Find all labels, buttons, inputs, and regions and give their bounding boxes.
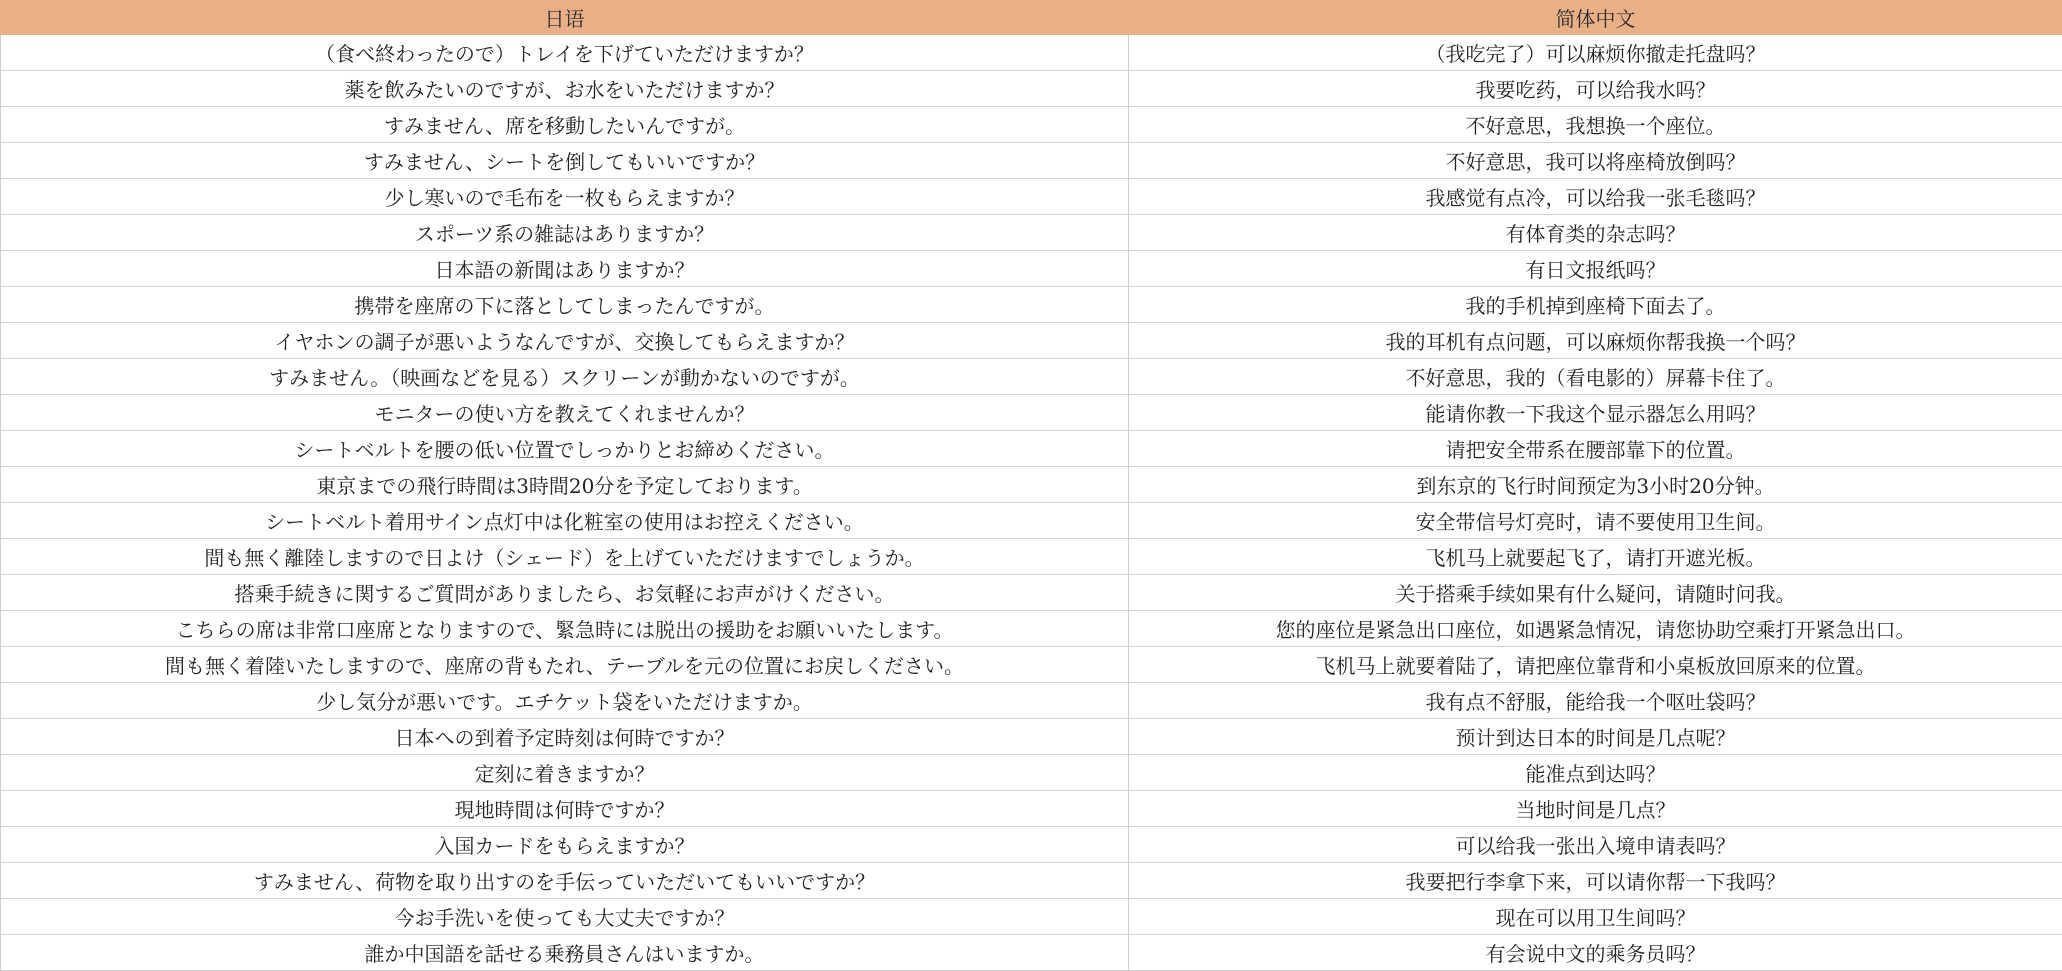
cell-chinese: 我有点不舒服，能给我一个呕吐袋吗？ (1129, 683, 2062, 719)
cell-chinese: 飞机马上就要着陆了，请把座位靠背和小桌板放回原来的位置。 (1129, 647, 2062, 683)
cell-chinese: 飞机马上就要起飞了，请打开遮光板。 (1129, 539, 2062, 575)
cell-chinese: 现在可以用卫生间吗？ (1129, 899, 2062, 935)
table-row (1, 359, 2062, 395)
cell-japanese: （食べ終わったので）トレイを下げていただけますか？ (1, 35, 1129, 71)
cell-japanese: すみません、席を移動したいんですが。 (1, 107, 1129, 143)
table-row (1, 107, 2062, 143)
cell-japanese: 少し気分が悪いです。エチケット袋をいただけますか。 (1, 683, 1129, 719)
cell-japanese: 間も無く着陸いたしますので、座席の背もたれ、テーブルを元の位置にお戻しください。 (1, 647, 1129, 683)
table-row (1, 395, 2062, 431)
cell-chinese: 有体育类的杂志吗？ (1129, 215, 2062, 251)
cell-japanese: 今お手洗いを使っても大丈夫ですか？ (1, 899, 1129, 935)
cell-japanese: 現地時間は何時ですか？ (1, 791, 1129, 827)
cell-chinese: 不好意思，我的（看电影的）屏幕卡住了。 (1129, 359, 2062, 395)
cell-chinese: 关于搭乘手续如果有什么疑问，请随时问我。 (1129, 575, 2062, 611)
cell-chinese: 到东京的飞行时间预定为3小时20分钟。 (1129, 467, 2062, 503)
cell-japanese: すみません、シートを倒してもいいですか？ (1, 143, 1129, 179)
cell-chinese: 预计到达日本的时间是几点呢？ (1129, 719, 2062, 755)
cell-chinese: 安全带信号灯亮时，请不要使用卫生间。 (1129, 503, 2062, 539)
table-row (1, 755, 2062, 791)
table-body (1, 35, 2062, 971)
cell-chinese: 我的耳机有点问题，可以麻烦你帮我换一个吗？ (1129, 323, 2062, 359)
cell-japanese: 携帯を座席の下に落としてしまったんですが。 (1, 287, 1129, 323)
cell-japanese: 搭乗手続きに関するご質問がありましたら、お気軽にお声がけください。 (1, 575, 1129, 611)
table-row (1, 143, 2062, 179)
table-row (1, 179, 2062, 215)
cell-chinese: 请把安全带系在腰部靠下的位置。 (1129, 431, 2062, 467)
table-row (1, 935, 2062, 971)
table-row (1, 467, 2062, 503)
table-row (1, 35, 2062, 71)
cell-chinese: 有会说中文的乘务员吗？ (1129, 935, 2062, 971)
cell-japanese: 薬を飲みたいのですが、お水をいただけますか？ (1, 71, 1129, 107)
cell-japanese: こちらの席は非常口座席となりますので、緊急時には脱出の援助をお願いいたします。 (1, 611, 1129, 647)
cell-japanese: シートベルト着用サイン点灯中は化粧室の使用はお控えください。 (1, 503, 1129, 539)
table-row (1, 323, 2062, 359)
table-row (1, 431, 2062, 467)
cell-chinese: 不好意思，我可以将座椅放倒吗？ (1129, 143, 2062, 179)
table-row (1, 575, 2062, 611)
cell-japanese: すみません、荷物を取り出すのを手伝っていただいてもいいですか？ (1, 863, 1129, 899)
header-japanese: 日语 (1, 1, 1129, 35)
cell-chinese: 能准点到达吗？ (1129, 755, 2062, 791)
cell-chinese: 有日文报纸吗？ (1129, 251, 2062, 287)
cell-japanese: 定刻に着きますか？ (1, 755, 1129, 791)
header-row (1, 1, 2062, 35)
cell-chinese: 可以给我一张出入境申请表吗？ (1129, 827, 2062, 863)
table-row (1, 503, 2062, 539)
table-row (1, 251, 2062, 287)
cell-chinese: 我要吃药，可以给我水吗？ (1129, 71, 2062, 107)
table-row (1, 791, 2062, 827)
table-row (1, 827, 2062, 863)
header-chinese: 简体中文 (1129, 1, 2062, 35)
table-row (1, 71, 2062, 107)
table-row (1, 539, 2062, 575)
table-row (1, 647, 2062, 683)
cell-chinese: 能请你教一下我这个显示器怎么用吗？ (1129, 395, 2062, 431)
cell-japanese: 東京までの飛行時間は3時間20分を予定しております。 (1, 467, 1129, 503)
table-row (1, 719, 2062, 755)
cell-chinese: 您的座位是紧急出口座位，如遇紧急情况，请您协助空乘打开紧急出口。 (1129, 611, 2062, 647)
cell-japanese: 日本への到着予定時刻は何時ですか？ (1, 719, 1129, 755)
cell-japanese: 間も無く離陸しますので日よけ（シェード）を上げていただけますでしょうか。 (1, 539, 1129, 575)
table-row (1, 611, 2062, 647)
cell-japanese: 日本語の新聞はありますか？ (1, 251, 1129, 287)
cell-japanese: 入国カードをもらえますか？ (1, 827, 1129, 863)
cell-japanese: 誰か中国語を話せる乗務員さんはいますか。 (1, 935, 1129, 971)
cell-japanese: スポーツ系の雑誌はありますか？ (1, 215, 1129, 251)
table-row (1, 215, 2062, 251)
cell-chinese: 我的手机掉到座椅下面去了。 (1129, 287, 2062, 323)
table-row (1, 287, 2062, 323)
cell-chinese: 当地时间是几点？ (1129, 791, 2062, 827)
table-row (1, 683, 2062, 719)
cell-japanese: 少し寒いので毛布を一枚もらえますか？ (1, 179, 1129, 215)
cell-chinese: 我感觉有点冷，可以给我一张毛毯吗？ (1129, 179, 2062, 215)
cell-chinese: 不好意思，我想换一个座位。 (1129, 107, 2062, 143)
cell-chinese: 我要把行李拿下来，可以请你帮一下我吗？ (1129, 863, 2062, 899)
cell-japanese: モニターの使い方を教えてくれませんか？ (1, 395, 1129, 431)
table-row (1, 899, 2062, 935)
cell-japanese: シートベルトを腰の低い位置でしっかりとお締めください。 (1, 431, 1129, 467)
table-row (1, 863, 2062, 899)
cell-chinese: （我吃完了）可以麻烦你撤走托盘吗？ (1129, 35, 2062, 71)
cell-japanese: イヤホンの調子が悪いようなんですが、交換してもらえますか？ (1, 323, 1129, 359)
cell-japanese: すみません。（映画などを見る）スクリーンが動かないのですが。 (1, 359, 1129, 395)
